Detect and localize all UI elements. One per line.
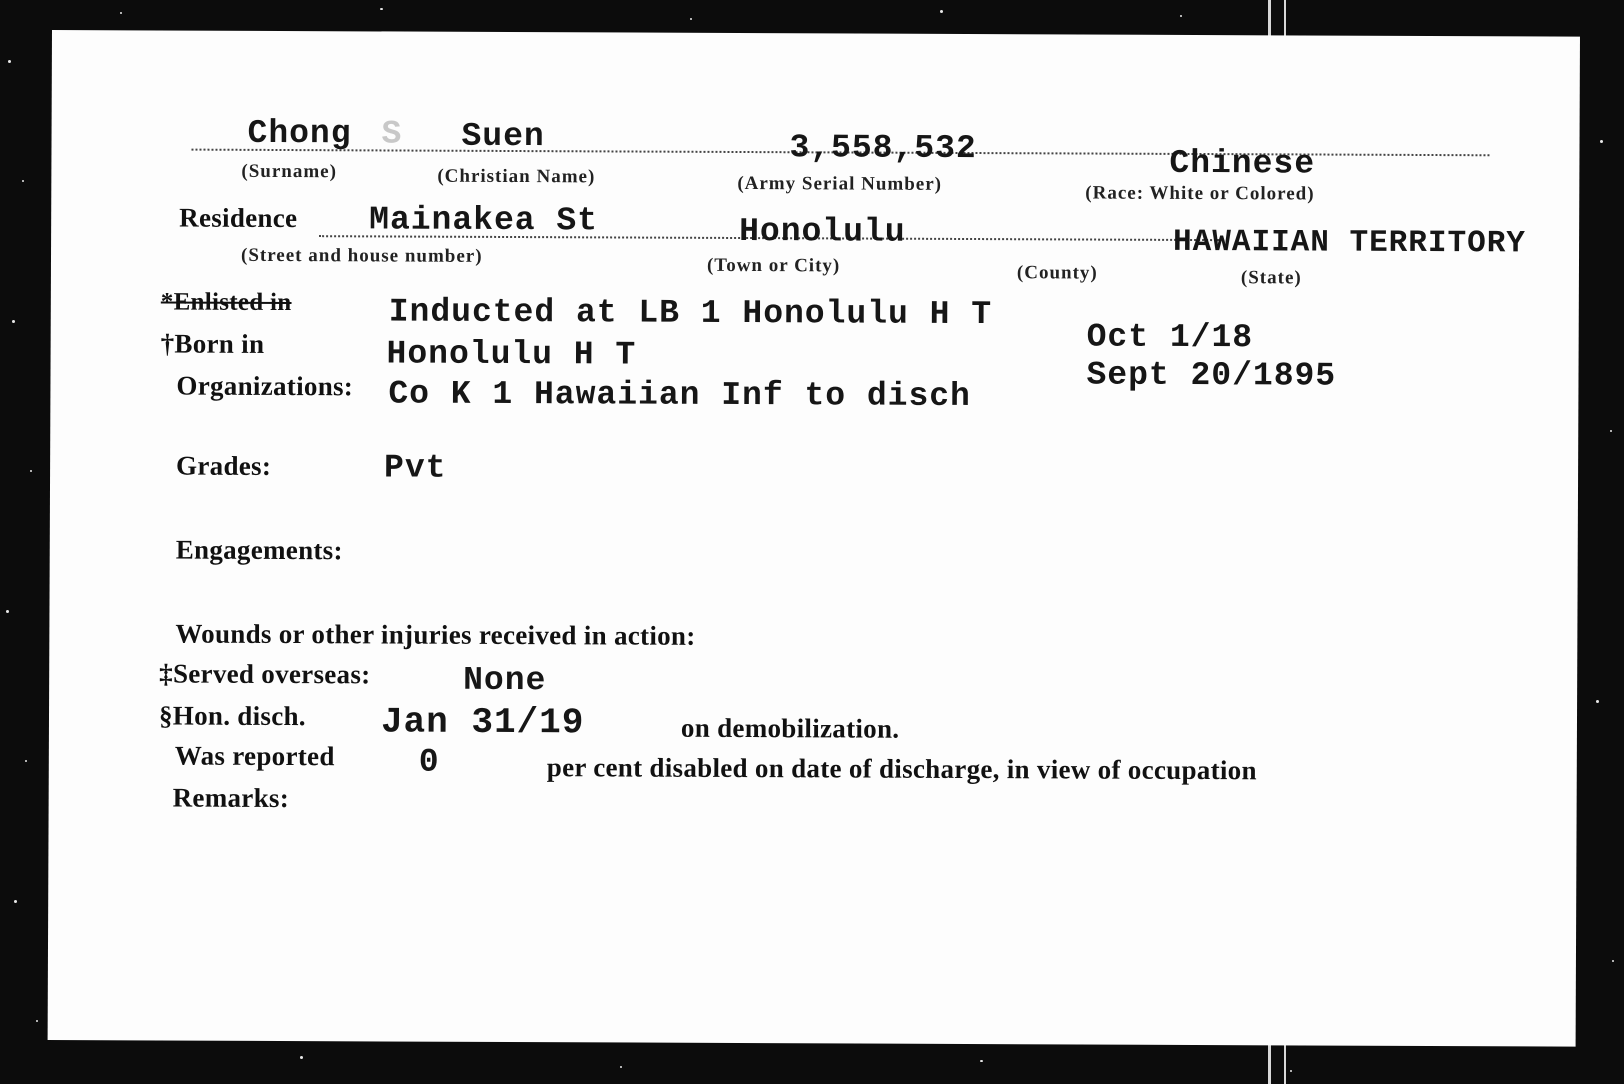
- county-caption: (County): [1016, 262, 1098, 284]
- born-value: Honolulu H T: [386, 335, 637, 374]
- was-reported-value: 0: [418, 743, 440, 781]
- organizations-label: Organizations:: [176, 370, 354, 402]
- christian-name-value: Suen: [461, 117, 545, 156]
- surname-value: Chong: [247, 114, 352, 153]
- state-caption: (State): [1240, 267, 1302, 289]
- serial-number-caption: (Army Serial Number): [737, 172, 943, 195]
- race-value: Chinese: [1169, 144, 1316, 183]
- residence-state-value: HAWAIIAN TERRITORY: [1173, 224, 1527, 262]
- remarks-label: Remarks:: [172, 782, 290, 814]
- hon-disch-value: Jan 31/19: [380, 701, 585, 744]
- enlisted-label: *Enlisted in: [160, 288, 292, 317]
- was-reported-suffix: per cent disabled on date of discharge, in view of occupation: [546, 752, 1257, 786]
- served-overseas-label: ‡Served overseas:: [159, 658, 371, 690]
- engagements-label: Engagements:: [175, 534, 343, 566]
- organizations-value: Co K 1 Hawaiian Inf to disch: [388, 375, 971, 416]
- wounds-label: Wounds or other injuries received in action:: [175, 618, 696, 651]
- was-reported-label: Was reported: [174, 740, 335, 772]
- town-caption: (Town or City): [706, 254, 841, 277]
- served-overseas-value: None: [463, 661, 547, 700]
- born-label: †Born in: [160, 328, 265, 359]
- surname-caption: (Surname): [241, 160, 337, 183]
- born-date: Sept 20/1895: [1086, 356, 1337, 395]
- christian-name-caption: (Christian Name): [437, 165, 596, 188]
- residence-town-value: Honolulu: [739, 213, 906, 251]
- service-record-card: [48, 30, 1580, 1047]
- hon-disch-label: §Hon. disch.: [158, 700, 306, 732]
- residence-label: Residence: [179, 202, 298, 234]
- enlisted-date: Oct 1/18: [1086, 318, 1254, 357]
- grades-label: Grades:: [176, 450, 272, 481]
- enlisted-value: Inducted at LB 1 Honolulu H T: [388, 293, 993, 334]
- surname-smudge: S: [381, 115, 403, 153]
- hon-disch-suffix: on demobilization.: [680, 712, 900, 744]
- grades-value: Pvt: [384, 449, 447, 487]
- street-caption: (Street and house number): [240, 244, 483, 267]
- serial-number-value: 3,558,532: [789, 129, 977, 168]
- residence-street-value: Mainakea St: [369, 201, 599, 240]
- race-caption: (Race: White or Colored): [1085, 182, 1315, 205]
